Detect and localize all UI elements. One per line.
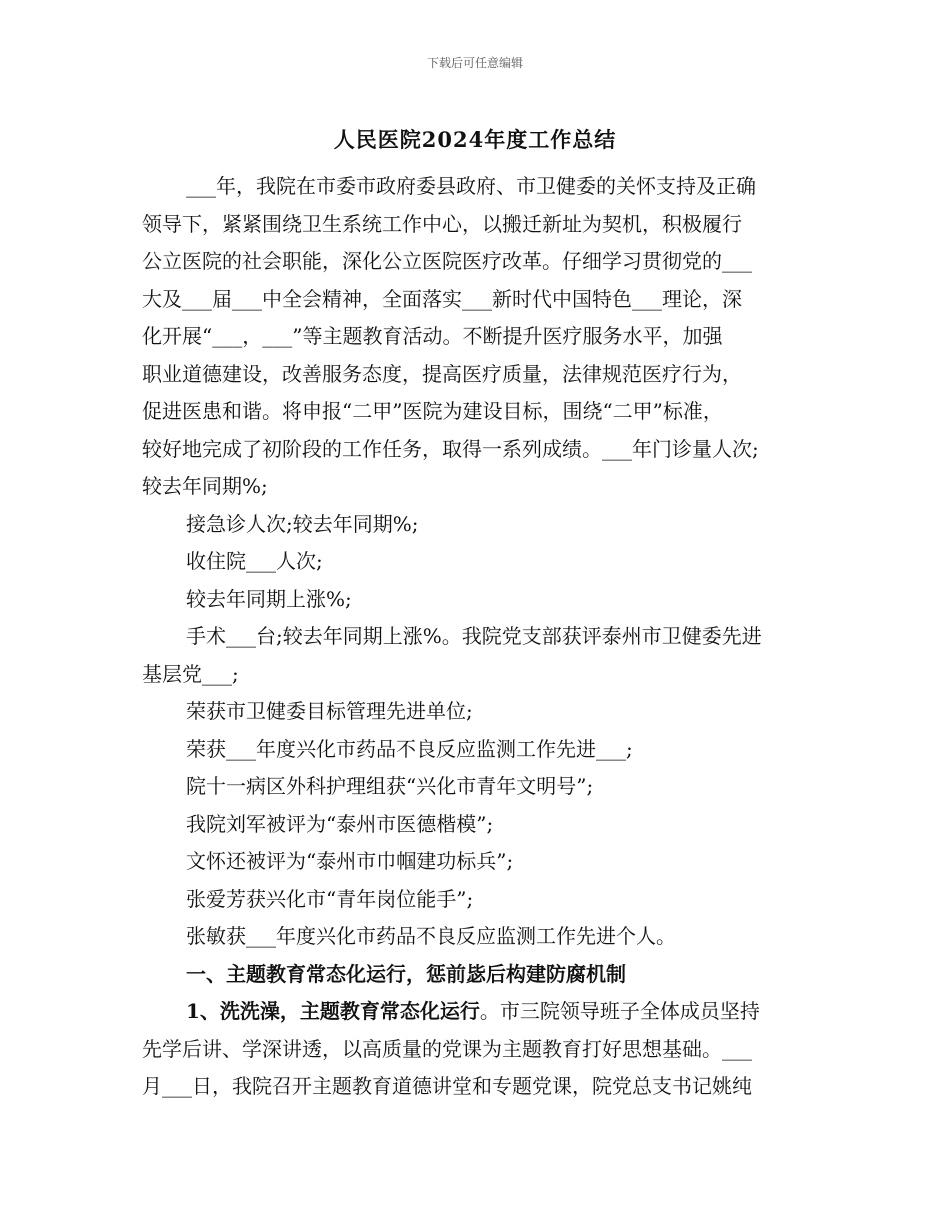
list-item: 张爱芳获兴化市“青年岗位能手”; (186, 886, 474, 911)
list-item: 我院刘军被评为“泰州市医德楷模”; (186, 811, 494, 836)
list-item-continuation: 基层党___; (142, 661, 239, 686)
paragraph-line: 领导下，紧紧围绕卫生系统工作中心，以搬迁新址为契机，积极履行 (142, 211, 742, 236)
paragraph-line: 公立医院的社会职能，深化公立医院医疗改革。仔细学习贯彻党的___ (142, 249, 752, 273)
list-item: 院十一病区外科护理组获“兴化市青年文明号”; (186, 774, 594, 798)
document-body (142, 168, 822, 1106)
paragraph-line: 职业道德建设，改善服务态度，提高医疗质量，法律规范医疗行为， (142, 361, 742, 386)
paragraph-line: 较好地完成了初阶段的工作任务，取得一系列成绩。___年门诊量人次; (142, 436, 759, 461)
paragraph-line: 月___日，我院召开主题教育道德讲堂和专题党课，院党总支书记姚纯 (142, 1074, 752, 1098)
list-item: 荣获市卫健委目标管理先进单位; (186, 699, 473, 723)
subsection-line (142, 993, 822, 1031)
list-item: 张敏获___年度兴化市药品不良反应监测工作先进个人。 (186, 924, 676, 948)
document-title: 人民医院2024年度工作总结 (333, 127, 617, 152)
list-item: 手术___台;较去年同期上涨%。我院党支部获评泰州市卫健委先进 (186, 624, 762, 648)
paragraph-line: 促进医患和谐。将申报“二甲”医院为建设目标，围绕“二甲”标准， (142, 399, 723, 423)
paragraph-line: ___年，我院在市委市政府委县政府、市卫健委的关怀支持及正确 (186, 174, 756, 198)
list-item: 接急诊人次;较去年同期%; (186, 511, 419, 536)
paragraph-line: 先学后讲、学深讲透，以高质量的党课为主题教育打好思想基础。___ (142, 1036, 752, 1061)
paragraph-line: 较去年同期%; (142, 474, 268, 498)
subsection-heading: 1、洗洗澡，主题教育常态化运行 (186, 999, 480, 1023)
page-header-note: 下载后可任意编辑 (426, 56, 523, 70)
list-item: 文怀还被评为“泰州市巾帼建功标兵”; (186, 849, 514, 873)
list-item: 较去年同期上涨%; (186, 586, 352, 611)
paragraph-line: 化开展“___，___”等主题教育活动。不断提升医疗服务水平，加强 (142, 324, 723, 348)
list-item: 荣获___年度兴化市药品不良反应监测工作先进___; (186, 736, 633, 761)
paragraph-line: 大及___届___中全会精神，全面落实___新时代中国特色___理论，深 (142, 286, 742, 311)
list-item: 收住院___人次; (186, 549, 323, 573)
subsection-text: 。市三院领导班子全体成员坚持 (479, 999, 760, 1023)
section-heading: 一、主题教育常态化运行，惩前毖后构建防腐机制 (186, 961, 626, 986)
